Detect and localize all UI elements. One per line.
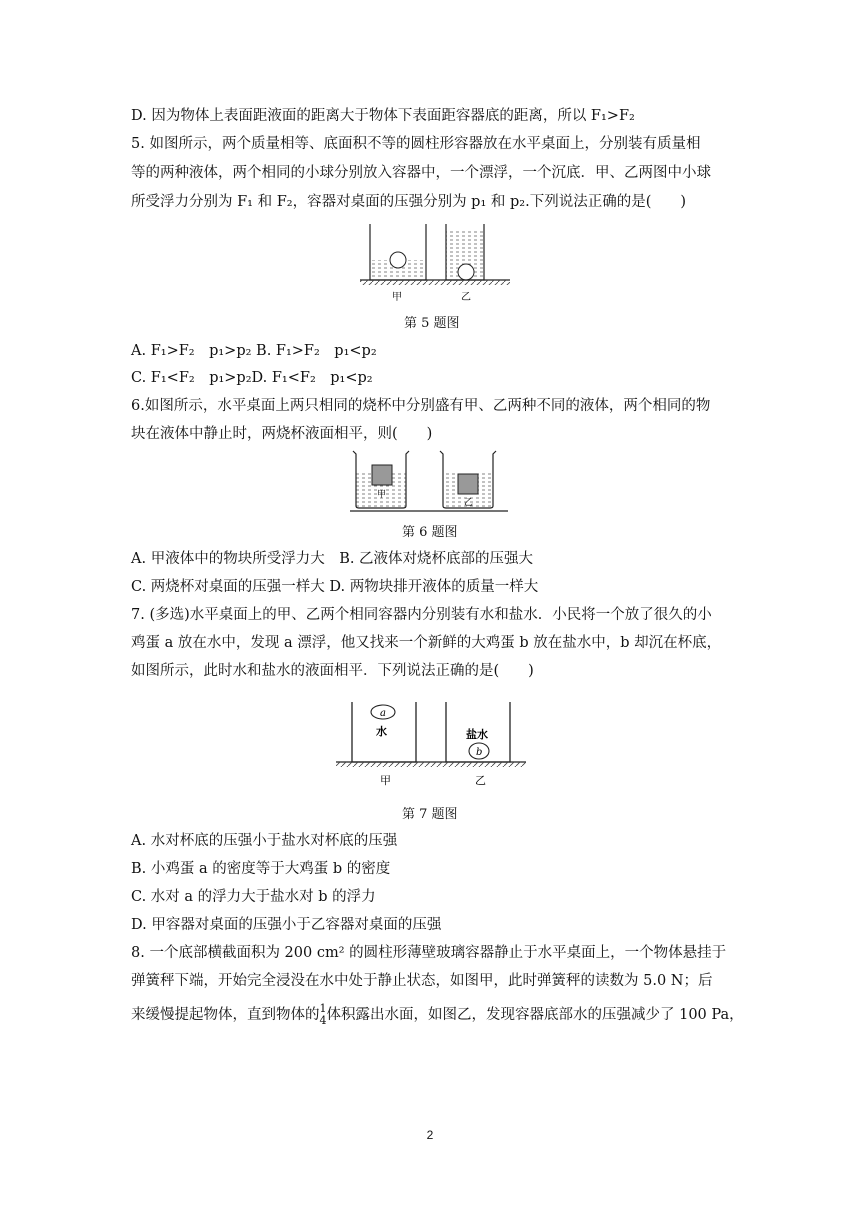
q6-options-ab: A. 甲液体中的物块所受浮力大 B. 乙液体对烧杯底部的压强大 [131, 551, 534, 567]
q7-option-b: B. 小鸡蛋 a 的密度等于大鸡蛋 b 的密度 [131, 861, 391, 877]
figure-5 [360, 222, 510, 304]
q7-caption: 第 7 题图 [402, 807, 458, 822]
q7-stem-line1: 7. (多选)水平桌面上的甲、乙两个相同容器内分别装有水和盐水．小民将一个放了很久的小 [131, 607, 712, 623]
fig7-label-right: 乙 [475, 774, 486, 787]
fig7-egg-a: a [380, 708, 386, 719]
page-number: 2 [426, 1128, 434, 1142]
fig7-label-left: 甲 [380, 774, 391, 787]
q5-options-ab: A. F₁>F₂ p₁>p₂ B. F₁>F₂ p₁<p₂ [131, 343, 377, 359]
fig6-label-left: 甲 [377, 490, 387, 500]
q4-option-d: D. 因为物体上表面距液面的距离大于物体下表面距容器底的距离，所以 F₁>F₂ [131, 108, 635, 124]
fraction-numerator: 1 [319, 1002, 327, 1015]
fig7-water-label: 水 [376, 725, 387, 738]
q6-stem-line2: 块在液体中静止时，两烧杯液面相平，则( ) [131, 426, 433, 442]
q6-stem-line1: 6.如图所示，水平桌面上两只相同的烧杯中分别盛有甲、乙两种不同的液体，两个相同的物 [131, 398, 711, 414]
q5-options-cd: C. F₁<F₂ p₁>p₂D. F₁<F₂ p₁<p₂ [131, 370, 373, 386]
q8-stem-line1: 8. 一个底部横截面积为 200 cm² 的圆柱形薄壁玻璃容器静止于水平桌面上，一个物体悬挂于 [131, 945, 727, 961]
q6-options-cd: C. 两烧杯对桌面的压强一样大 D. 两物块排开液体的质量一样大 [131, 579, 539, 595]
q7-stem-line3: 如图所示，此时水和盐水的液面相平．下列说法正确的是( ) [131, 663, 534, 679]
figure-7 [336, 700, 526, 792]
q6-caption: 第 6 题图 [402, 525, 458, 540]
fig6-label-right: 乙 [464, 498, 474, 508]
q8-stem-line3 [131, 1003, 744, 1027]
fraction-denominator: 4 [319, 1014, 327, 1027]
fig7-egg-b: b [476, 747, 483, 758]
q5-stem-line1: 5. 如图所示，两个质量相等、底面积不等的圆柱形容器放在水平桌面上，分别装有质量相 [131, 136, 701, 152]
q7-option-c: C. 水对 a 的浮力大于盐水对 b 的浮力 [131, 889, 376, 905]
fraction-one-quarter [320, 1003, 327, 1027]
q8-stem-line2: 弹簧秤下端，开始完全浸没在水中处于静止状态，如图甲，此时弹簧秤的读数为 5.0 N；后 [131, 973, 713, 989]
q7-option-a: A. 水对杯底的压强小于盐水对杯底的压强 [131, 833, 398, 849]
q5-caption: 第 5 题图 [404, 316, 460, 331]
figure-6 [350, 448, 510, 514]
q5-stem-line2: 等的两种液体，两个相同的小球分别放入容器中，一个漂浮，一个沉底．甲、乙两图中小球 [131, 165, 711, 181]
q8-line3-post: 体积露出水面，如图乙，发现容器底部水的压强减少了 100 Pa， [326, 1007, 744, 1023]
fig7-brine-label: 盐水 [466, 728, 488, 741]
fig5-label-left: 甲 [392, 292, 402, 303]
q5-stem-line3: 所受浮力分别为 F₁ 和 F₂，容器对桌面的压强分别为 p₁ 和 p₂.下列说法正确的是( ) [131, 194, 687, 210]
fig5-label-right: 乙 [461, 292, 471, 303]
q7-option-d: D. 甲容器对桌面的压强小于乙容器对桌面的压强 [131, 917, 442, 933]
q8-line3-pre: 来缓慢提起物体，直到物体的 [131, 1007, 320, 1023]
q7-stem-line2: 鸡蛋 a 放在水中，发现 a 漂浮，他又找来一个新鲜的大鸡蛋 b 放在盐水中，b 却沉在杯底， [131, 635, 722, 651]
